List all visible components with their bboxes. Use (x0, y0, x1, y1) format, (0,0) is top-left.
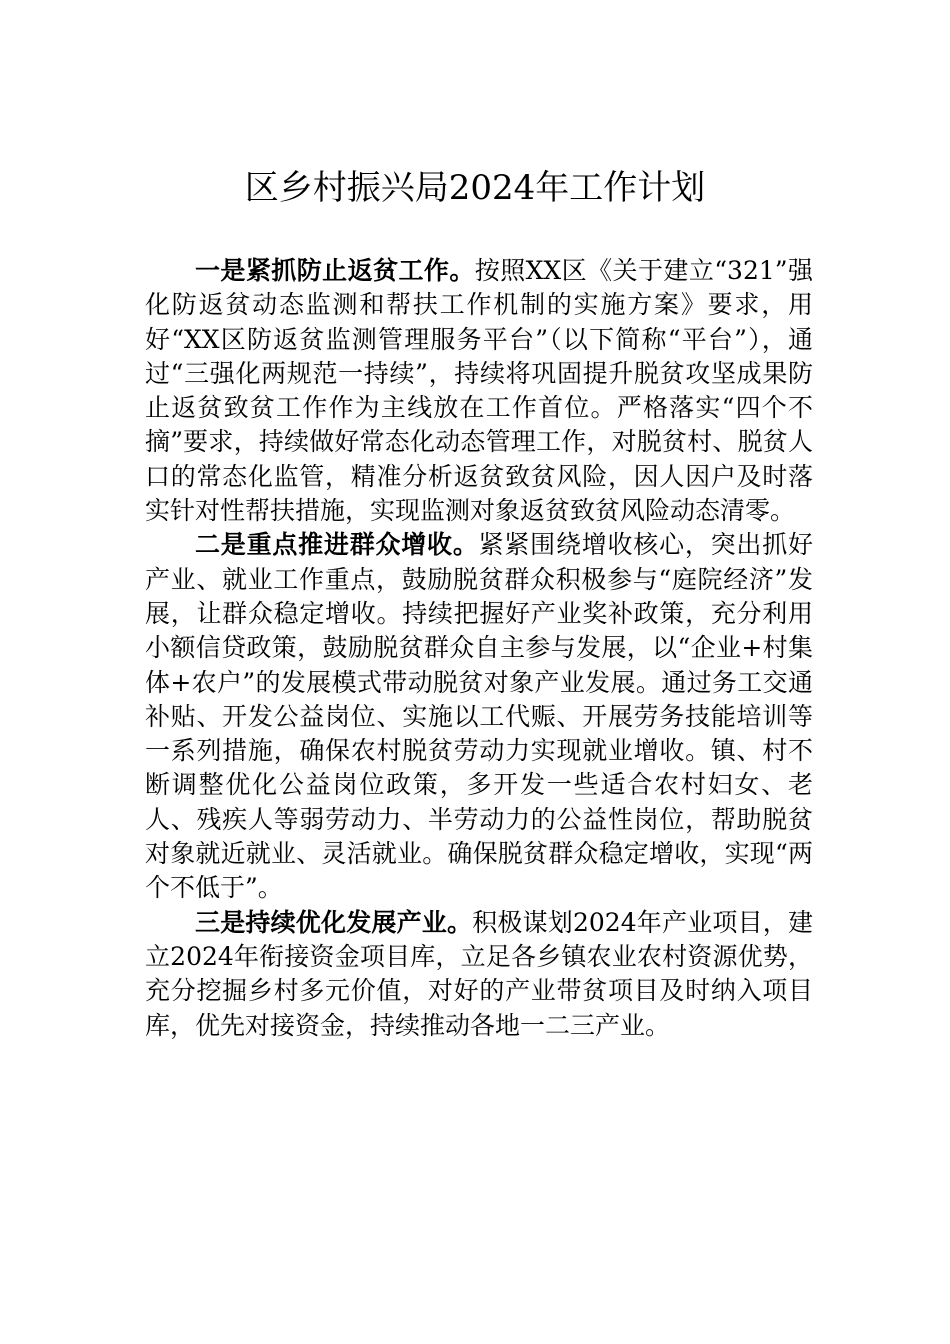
paragraph-income-growth (145, 528, 813, 905)
paragraph-text: 按照XX区《关于建立“321”强化防返贫动态监测和帮扶工作机制的实施方案》要求，用好“XX区防返贫监测管理服务平台”（以下简称“平台”），通过“三强化两规范一持续”，持续将巩固提升脱贫攻坚成果防止返贫致贫工作作为主线放在工作首位。严格落实“四个不摘”要求，持续做好常态化动态管理工作，对脱贫村、脱贫人口的常态化监管，精准分析返贫致贫风险，因人因户及时落实针对性帮扶措施，实现监测对象返贫致贫风险动态清零。 (145, 256, 813, 526)
paragraph-lead: 三是持续优化发展产业。 (195, 907, 473, 937)
paragraph-text: 紧紧围绕增收核心，突出抓好产业、就业工作重点，鼓励脱贫群众积极参与“庭院经济”发展，让群众稳定增收。持续把握好产业奖补政策，充分利用小额信贷政策，鼓励脱贫群众自主参与发展，以“企业+村集体+农户”的发展模式带动脱贫对象产业发展。通过务工交通补贴、开发公益岗位、实施以工代赈、开展劳务技能培训等一系列措施，确保农村脱贫劳动力实现就业增收。镇、村不断调整优化公益岗位政策，多开发一些适合农村妇女、老人、残疾人等弱劳动力、半劳动力的公益性岗位，帮助脱贫对象就近就业、灵活就业。确保脱贫群众稳定增收，实现“两个不低于”。 (145, 530, 813, 903)
document-body (145, 254, 813, 1043)
paragraph-industry-development (145, 906, 813, 1043)
paragraph-prevent-poverty-return (145, 254, 813, 528)
paragraph-text: 积极谋划2024年产业项目，建立2024年衔接资金项目库，立足各乡镇农业农村资源优势，充分挖掘乡村多元价值，对好的产业带贫项目及时纳入项目库，优先对接资金，持续推动各地一二三产业。 (145, 907, 813, 1040)
paragraph-lead: 一是紧抓防止返贫工作。 (195, 256, 475, 285)
document-title: 区乡村振兴局2024年工作计划 (244, 168, 706, 208)
paragraph-lead: 二是重点推进群众增收。 (195, 530, 479, 560)
